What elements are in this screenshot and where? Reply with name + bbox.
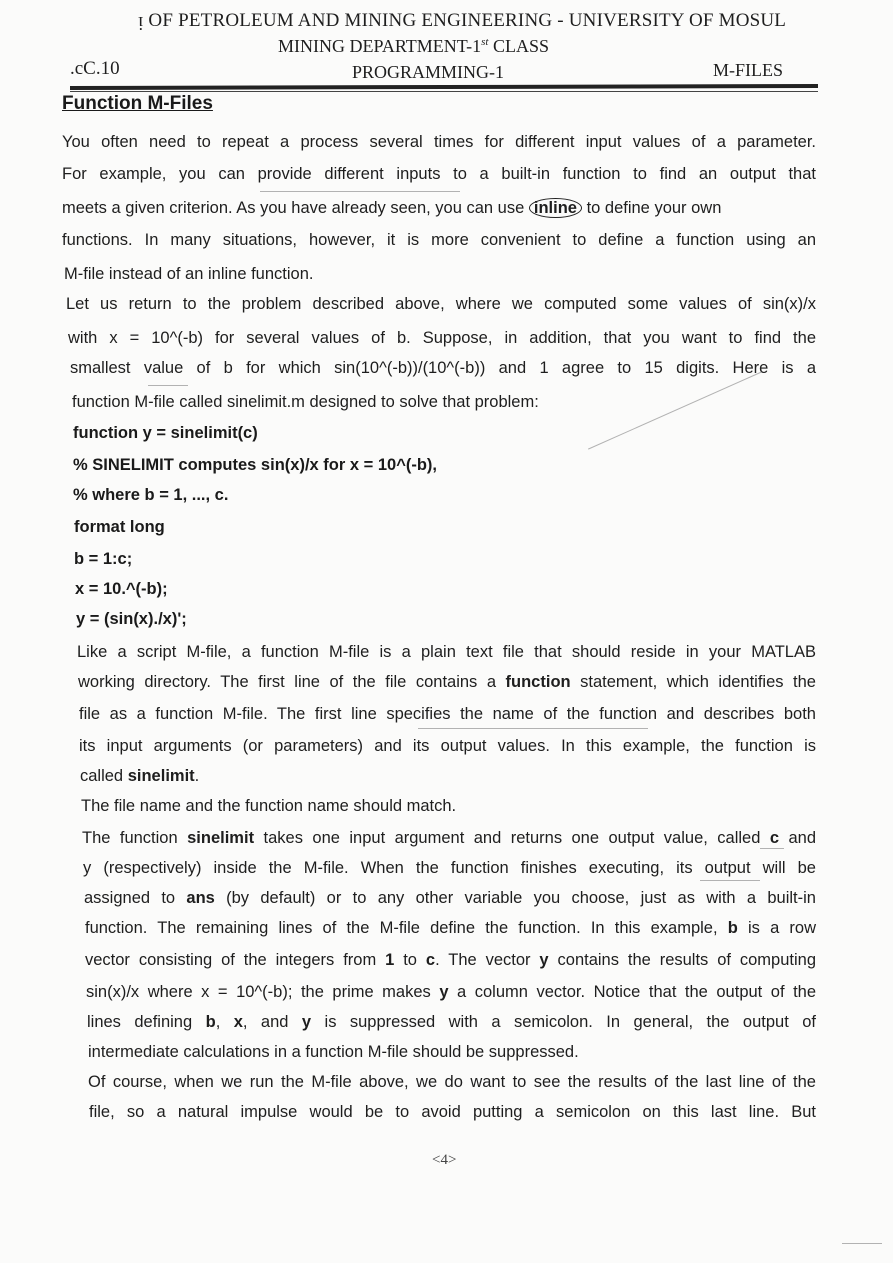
keyword-y: y [539,951,549,969]
keyword-x: x [233,1013,243,1031]
paragraph-text: assigned to [84,889,176,907]
header-course: PROGRAMMING-1 [352,62,505,82]
pen-mark [842,1243,882,1244]
code-line: % where b = 1, ..., c. [73,486,229,504]
keyword-c: c [769,829,780,847]
paragraph-line [86,982,816,1002]
pen-underline-mark [148,385,188,386]
paragraph-text: and [788,829,817,847]
paragraph-line [85,950,816,970]
code-line: function y = sinelimit(c) [73,424,258,442]
paragraph-text: sin(x)/x where x = 10^(-b); the prime makes [86,983,431,1001]
header-rule-thin [70,91,818,92]
paragraph-line: For example, you can provide different inputs to a built-in function to find an output that [62,165,816,183]
paragraph-text: called [80,767,124,785]
paragraph-line [82,828,816,848]
paragraph-line [80,766,199,786]
keyword-b: b [727,919,738,937]
paragraph-text: . The vector [435,951,531,969]
section-title: Function M-Files [62,93,213,114]
paragraph-line: smallest value of b for which sin(10^(-b))/(10^(-b)) and 1 agree to 15 digits. Here is a [70,359,816,377]
paragraph-line [78,672,816,692]
paragraph-text: statement, which identifies the [580,673,816,691]
paragraph-text: a column vector. Notice that the output of the [457,983,817,1001]
header-college-line: ᴉ OF PETROLEUM AND MINING ENGINEERING - UNIVERSITY OF MOSUL [138,10,787,31]
pen-margin-note [588,371,762,449]
code-line: b = 1:c; [74,550,133,568]
paragraph-line: Like a script M-file, a function M-file is a plain text file that should reside in your MATLAB [77,643,816,661]
paragraph-text: , [215,1013,221,1031]
keyword-sinelimit: sinelimit [187,829,255,847]
paragraph-line: Let us return to the problem described above, where we computed some values of sin(x)/x [66,295,816,313]
paragraph-line [62,198,721,218]
paragraph-line: functions. In many situations, however, it is more convenient to define a function using an [62,231,816,249]
header-rule [70,84,818,90]
paragraph-text: working directory. The first line of the file contains a [78,673,496,691]
pen-underline-mark [700,880,760,881]
paragraph-text: . [194,767,200,785]
paragraph-line: M-file instead of an inline function. [64,265,314,283]
paragraph-text: The function [82,829,178,847]
pen-underline-mark [260,191,460,192]
paragraph-text: is suppressed with a semicolon. In general, the output of [324,1013,816,1031]
header-department-sup: st [481,36,489,48]
pen-underline-mark [760,848,784,849]
page-number: <4> [432,1152,457,1168]
paragraph-text: takes one input argument and returns one output value, called [263,829,761,847]
paragraph-text: meets a given criterion. As you have already seen, you can use [62,199,525,217]
paragraph-line: its input arguments (or parameters) and its output values. In this example, the function is [79,737,816,755]
header-class-text: CLASS [488,36,549,56]
header-department-text: MINING DEPARTMENT-1 [278,36,482,56]
paragraph-line: Of course, when we run the M-file above, we do want to see the results of the last line of the [88,1073,816,1091]
paragraph-line: You often need to repeat a process several times for different input values of a parameter. [62,133,816,151]
pen-underline-mark [418,728,648,729]
paragraph-line: y (respectively) inside the M-file. When the function finishes executing, its output will be [83,859,816,877]
code-line: y = (sin(x)./x)'; [76,610,187,628]
paragraph-text: to define your own [586,199,722,217]
header-lecture-number: .cC.10 [70,58,120,79]
paragraph-line [87,1012,816,1032]
paragraph-line: with x = 10^(-b) for several values of b. Suppose, in addition, that you want to find the [68,329,816,347]
paragraph-text: vector consisting of the integers from [85,951,377,969]
paragraph-line [85,918,816,938]
paragraph-line: intermediate calculations in a function M-file should be suppressed. [88,1043,579,1061]
paragraph-line [84,888,816,908]
paragraph-text: function. The remaining lines of the M-file define the function. In this example, [85,919,718,937]
keyword-y: y [301,1013,312,1031]
keyword-b: b [205,1013,216,1031]
paragraph-line: function M-file called sinelimit.m designed to solve that problem: [72,393,539,411]
paragraph-text: to [403,951,417,969]
keyword-1: 1 [385,951,395,969]
paragraph-line: file, so a natural impulse would be to avoid putting a semicolon on this last line. But [89,1103,816,1121]
paragraph-text: contains the results of computing [557,951,816,969]
keyword-y: y [439,983,449,1001]
keyword-sinelimit: sinelimit [127,767,195,785]
code-line: format long [74,518,165,536]
keyword-function: function [505,673,571,691]
keyword-ans: ans [186,889,215,907]
paragraph-line: file as a function M-file. The first line specifies the name of the function and describes both [79,705,816,723]
paragraph-line: The file name and the function name should match. [81,797,457,815]
header-department-line [278,36,549,57]
paragraph-text: is a row [747,919,816,937]
paragraph-text: lines defining [87,1013,193,1031]
code-line: x = 10.^(-b); [75,580,168,598]
paragraph-text: (by default) or to any other variable you choose, just as with a built-in [226,889,816,907]
header-section-label: M-FILES [713,60,784,80]
inline-keyword: inline [529,198,582,218]
keyword-c: c [425,951,436,969]
code-line: % SINELIMIT computes sin(x)/x for x = 10^(-b), [73,456,437,474]
paragraph-text: , and [242,1013,289,1031]
